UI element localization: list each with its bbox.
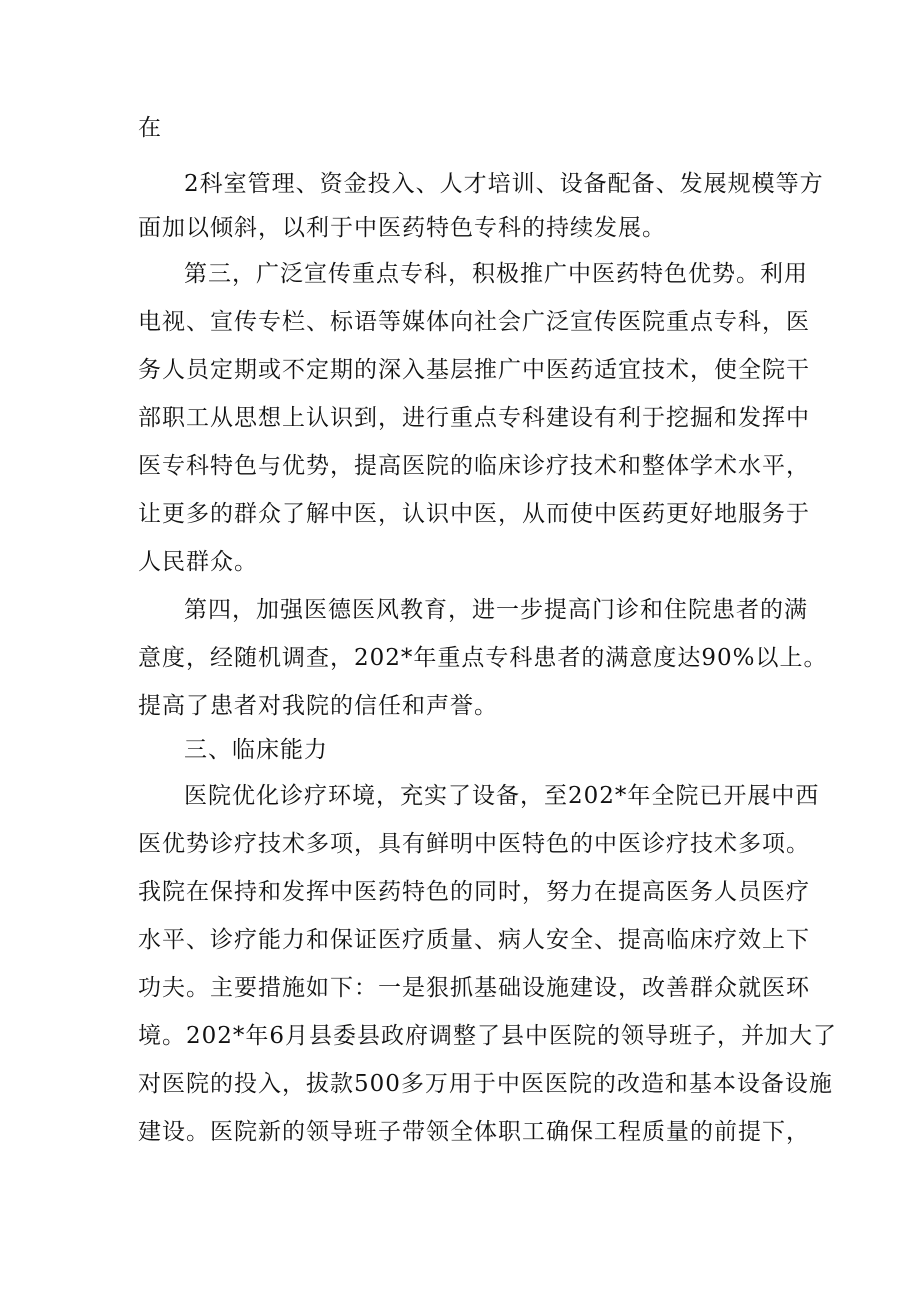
text-line: 在: [138, 115, 162, 141]
section-heading: 三、临床能力: [184, 737, 328, 763]
text-line: 意度，经随机调查，202*年重点专科患者的满意度达90%以上。: [138, 645, 828, 671]
text-line: 水平、诊疗能力和保证医疗质量、病人安全、提高临床疗效上下: [138, 927, 810, 953]
text-line: 第四，加强医德医风教育，进一步提高门诊和住院患者的满: [184, 597, 808, 623]
text-line: 建设。医院新的领导班子带领全体职工确保工程质量的前提下，: [138, 1119, 810, 1145]
text-line: 面加以倾斜，以利于中医药特色专科的持续发展。: [138, 215, 666, 241]
text-line: 电视、宣传专栏、标语等媒体向社会广泛宣传医院重点专科，医: [138, 309, 810, 335]
text-line: 人民群众。: [138, 549, 258, 575]
text-line: 对医院的投入，拔款500多万用于中医医院的改造和基本设备设施: [138, 1071, 833, 1097]
text-line: 2科室管理、资金投入、人才培训、设备配备、发展规模等方: [184, 171, 824, 197]
text-line: 我院在保持和发挥中医药特色的同时，努力在提高医务人员医疗: [138, 879, 810, 905]
text-line: 务人员定期或不定期的深入基层推广中医药适宜技术，使全院干: [138, 357, 810, 383]
text-line: 提高了患者对我院的信任和声誉。: [138, 693, 498, 719]
text-line: 医优势诊疗技术多项，具有鲜明中医特色的中医诊疗技术多项。: [138, 831, 810, 857]
text-line: 让更多的群众了解中医，认识中医，从而使中医药更好地服务于: [138, 501, 810, 527]
text-line: 境。202*年6月县委县政府调整了县中医院的领导班子，并加大了: [138, 1023, 838, 1049]
text-line: 第三，广泛宣传重点专科，积极推广中医药特色优势。利用: [184, 261, 808, 287]
text-line: 医专科特色与优势，提高医院的临床诊疗技术和整体学术水平，: [138, 453, 810, 479]
text-line: 医院优化诊疗环境，充实了设备，至202*年全院已开展中西: [184, 783, 820, 809]
text-line: 功夫。主要措施如下：一是狠抓基础设施建设，改善群众就医环: [138, 975, 810, 1001]
text-line: 部职工从思想上认识到，进行重点专科建设有利于挖掘和发挥中: [138, 405, 810, 431]
